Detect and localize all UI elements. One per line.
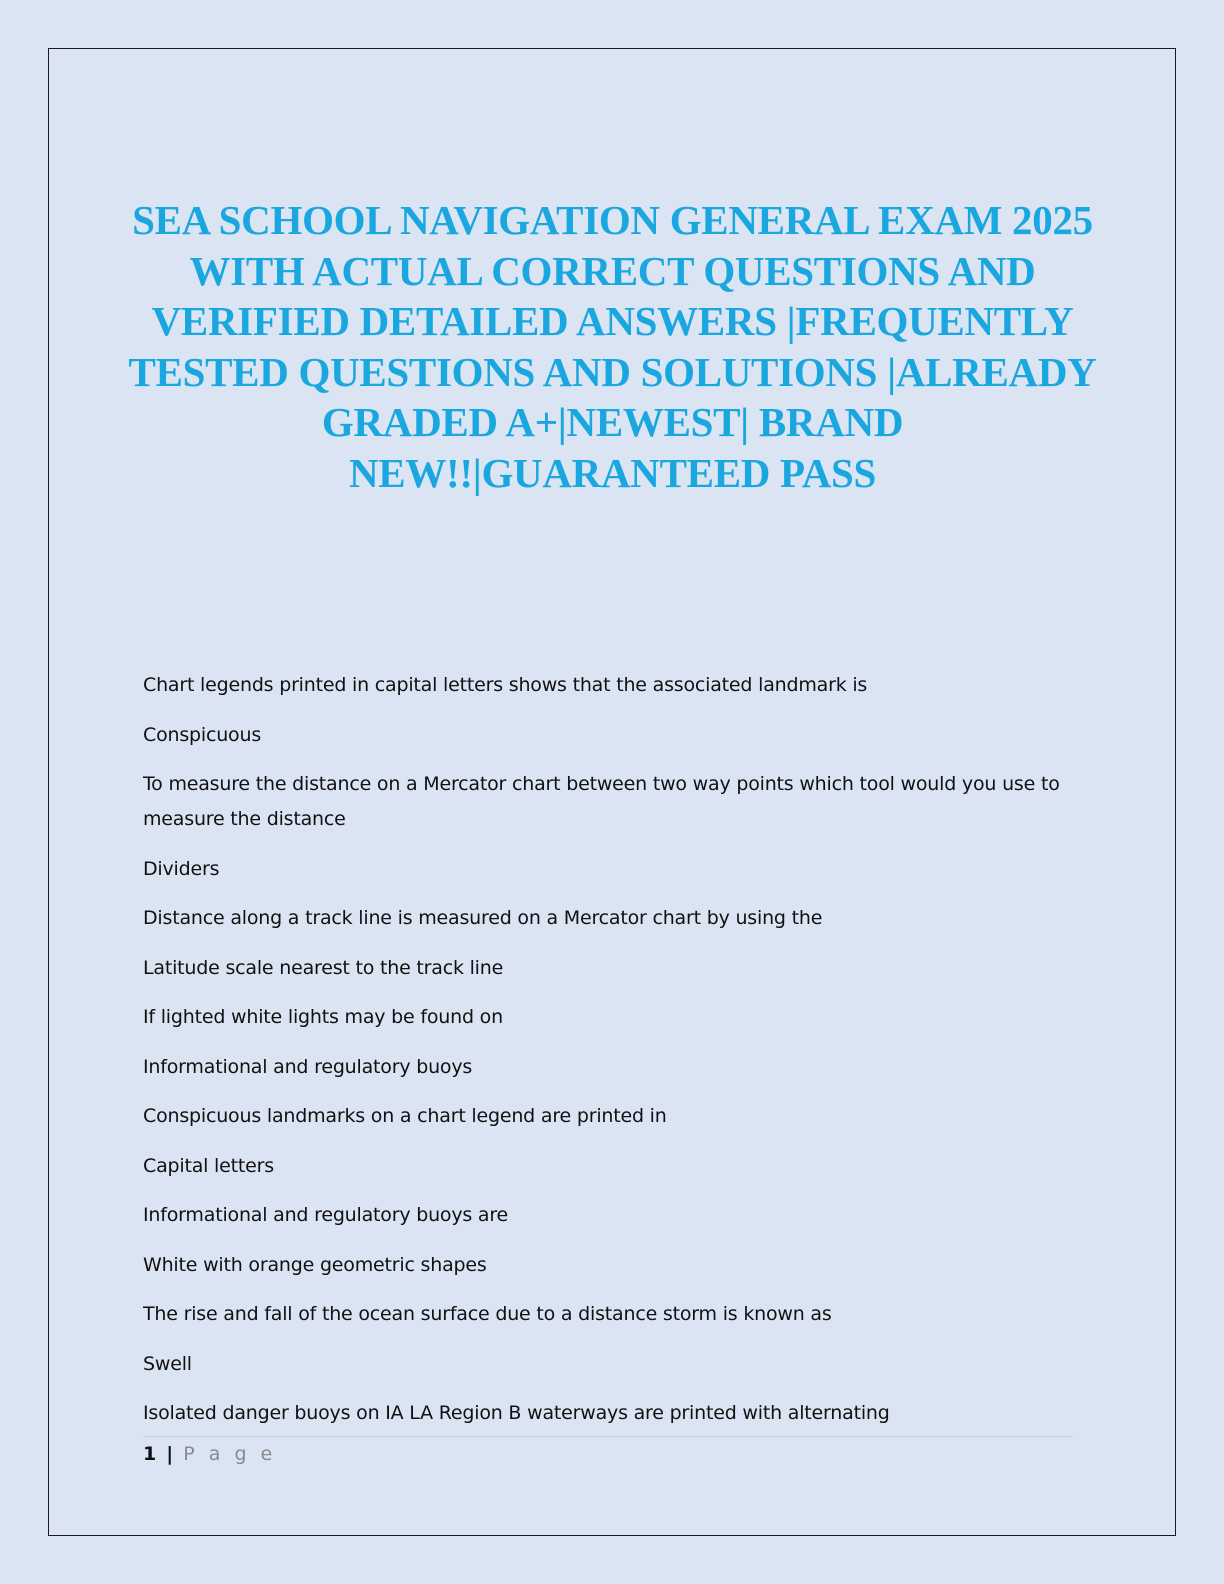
question-line: To measure the distance on a Mercator chart between two way points which tool would you use to measure the distance [143, 773, 1060, 830]
answer-line: Latitude scale nearest to the track line [143, 956, 504, 979]
question-line: Chart legends printed in capital letters shows that the associated landmark is [143, 674, 868, 696]
question-line: If lighted white lights may be found on [143, 1006, 503, 1028]
page-number: 1 [143, 1443, 157, 1465]
document-title: SEA SCHOOL NAVIGATION GENERAL EXAM 2025 WITH ACTUAL CORRECT QUESTIONS AND VERIFIED DETAILED ANSWERS |FREQUENTLY TESTED QUESTIONS AND SOLUTIONS |ALREADY GRADED A+|NEWEST| BRAND NEW!!|GUARANTEED PASS [128, 197, 1097, 496]
question-line: The rise and fall of the ocean surface due to a distance storm is known as [143, 1303, 832, 1325]
footer-divider [143, 1436, 1073, 1437]
answer-line: Dividers [143, 857, 220, 880]
qa-list [143, 668, 1083, 1446]
question-line: Conspicuous landmarks on a chart legend are printed in [143, 1105, 667, 1127]
answer-line: White with orange geometric shapes [143, 1253, 487, 1276]
answer-line: Conspicuous [143, 723, 262, 746]
answer-line: Swell [143, 1352, 192, 1375]
question-line: Informational and regulatory buoys are [143, 1204, 509, 1226]
answer-line: Capital letters [143, 1154, 274, 1177]
question-line: Distance along a track line is measured on a Mercator chart by using the [143, 907, 823, 929]
footer-separator: | [166, 1443, 174, 1465]
answer-line: Informational and regulatory buoys [143, 1055, 473, 1078]
page-footer [143, 1440, 276, 1468]
question-line: Isolated danger buoys on IA LA Region B waterways are printed with alternating [143, 1402, 890, 1424]
page-label: P a g e [183, 1443, 277, 1465]
